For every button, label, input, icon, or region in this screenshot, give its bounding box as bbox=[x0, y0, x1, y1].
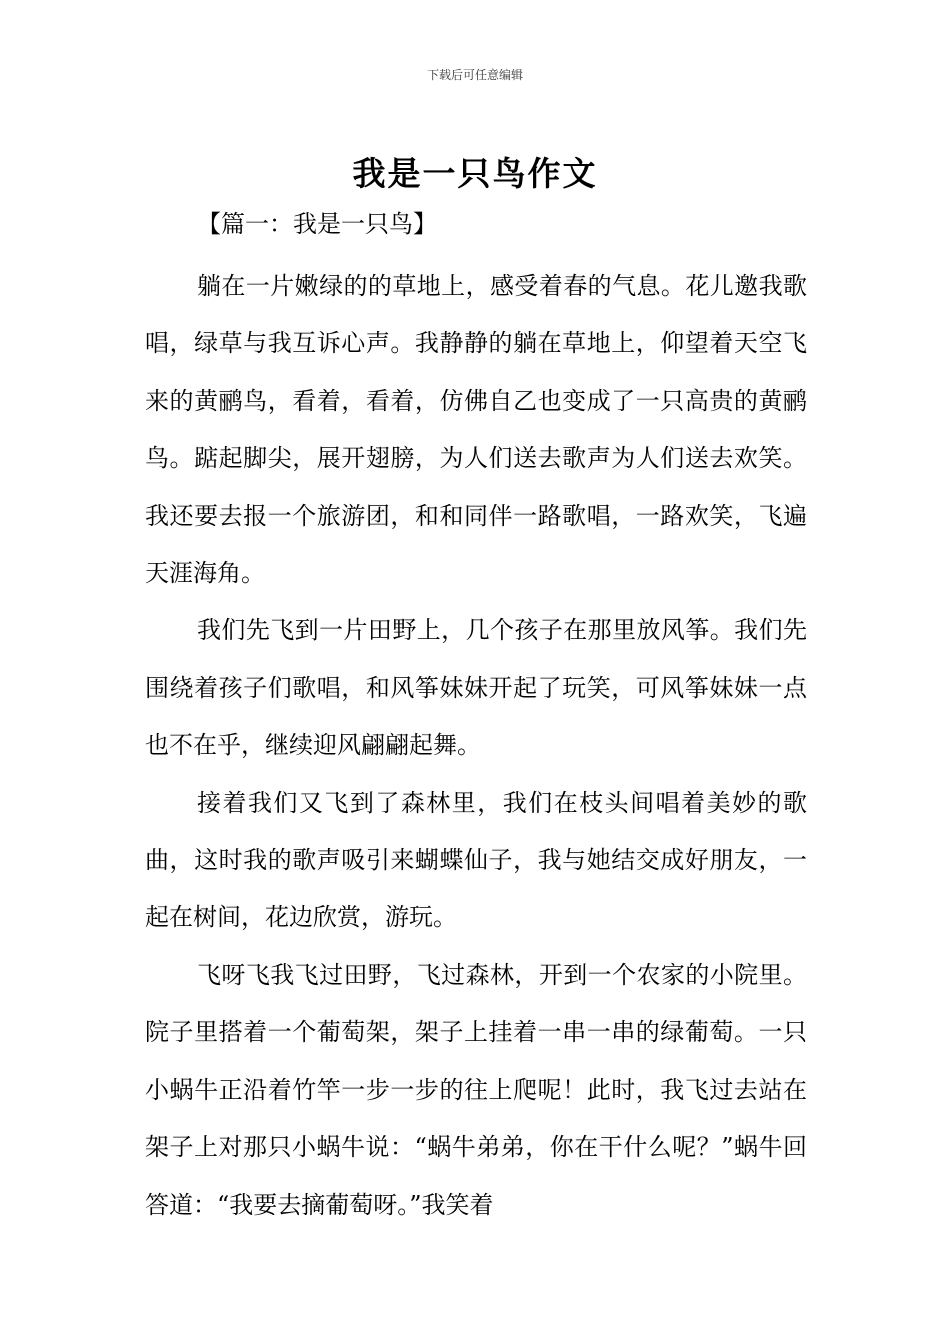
paragraph-4: 飞呀飞我飞过田野，飞过森林，开到一个农家的小院里。院子里搭着一个葡萄架，架子上挂着一串一串的绿葡萄。一只小蜗牛正沿着竹竿一步一步的往上爬呢！此时，我飞过去站在架子上对那只小蜗牛说：“蜗牛弟弟，你在干什么呢？”蜗牛回答道：“我要去摘葡萄呀。”我笑着 bbox=[145, 960, 807, 1219]
document-title: 我是一只鸟作文 bbox=[352, 154, 598, 194]
document-body bbox=[145, 200, 807, 1234]
paragraph-3: 接着我们又飞到了森林里，我们在枝头间唱着美妙的歌曲，这时我的歌声吸引来蝴蝶仙子，我与她结交成好朋友，一起在树间，花边欣赏，游玩。 bbox=[145, 788, 807, 932]
paragraph-2: 我们先飞到一片田野上，几个孩子在那里放风筝。我们先围绕着孩子们歌唱，和风筝妹妹开起了玩笑，可风筝妹妹一点也不在乎，继续迎风翩翩起舞。 bbox=[145, 616, 807, 760]
section-title: 【篇一：我是一只鸟】 bbox=[197, 210, 437, 238]
download-note: 下载后可任意编辑 bbox=[426, 68, 523, 82]
paragraph-1: 躺在一片嫩绿的的草地上，感受着春的气息。花儿邀我歌唱，绿草与我互诉心声。我静静的躺在草地上，仰望着天空飞来的黄鹂鸟，看着，看着，仿佛自乙也变成了一只高贵的黄鹂鸟。踮起脚尖，展开翅膀，为人们送去歌声为人们送去欢笑。我还要去报一个旅游团，和和同伴一路歌唱，一路欢笑，飞遍天涯海角。 bbox=[145, 272, 807, 588]
